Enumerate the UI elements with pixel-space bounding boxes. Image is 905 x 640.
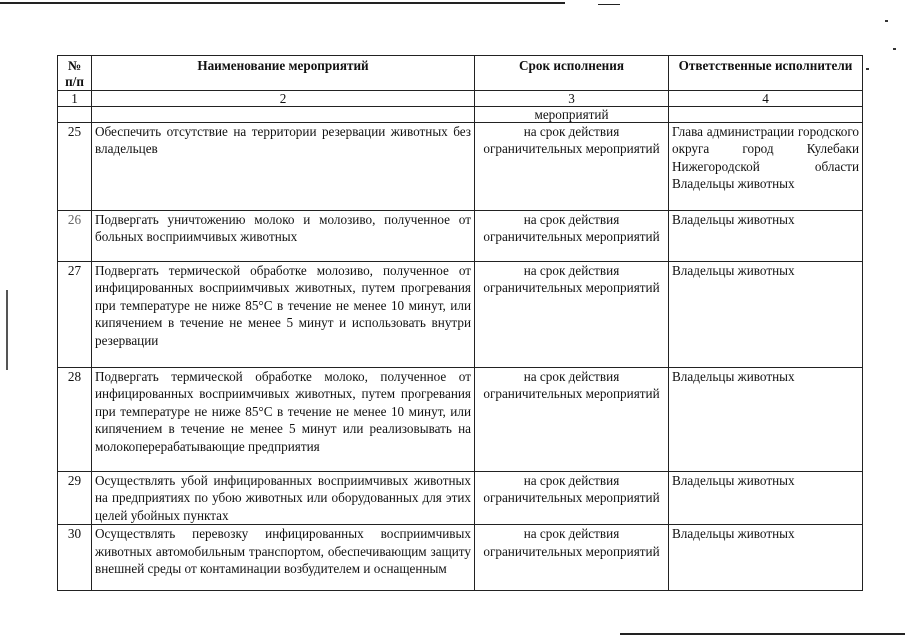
cell-responsible: Владельцы животных — [669, 368, 863, 472]
table-row — [58, 123, 863, 211]
header-number: № п/п — [58, 56, 92, 91]
cell-deadline: на срок действия ограничительных мероприятий — [475, 262, 669, 368]
cell-deadline: мероприятий — [475, 107, 669, 123]
cell-number: 27 — [58, 262, 92, 368]
column-number: 1 — [58, 91, 92, 107]
scan-artifact-dot — [866, 68, 869, 70]
measures-table — [57, 55, 863, 591]
cell-deadline: на срок действия ограничительных мероприятий — [475, 211, 669, 262]
table-row — [58, 211, 863, 262]
cell-measure: Подвергать уничтожению молоко и молозиво, полученное от больных восприимчивых животных — [92, 211, 475, 262]
cell-measure: Осуществлять убой инфицированных восприимчивых животных на предприятиях по убою животных или оборудованных для этих целей убойных пунктах — [92, 472, 475, 525]
cell-measure: Подвергать термической обработке молоко, полученное от инфицированных восприимчивых животных, путем прогревания при температуре не ниже 85°С в течение не менее 10 минут, или кипячением в течение не менее 5 минут или реализовывать на молокоперерабатывающие предприятия — [92, 368, 475, 472]
cell-number — [58, 107, 92, 123]
scan-artifact-dot — [885, 20, 888, 22]
cell-number: 29 — [58, 472, 92, 525]
scan-artifact-left-mark — [6, 290, 8, 370]
continuation-row — [58, 107, 863, 123]
header-deadline: Срок исполнения — [475, 56, 669, 91]
cell-measure: Подвергать термической обработке молозиво, полученное от инфицированных восприимчивых животных, путем прогревания при температуре не ниже 85°С в течение не менее 10 минут, или кипячением в течение не менее 5 минут и использовать внутри резервации — [92, 262, 475, 368]
cell-number: 25 — [58, 123, 92, 211]
cell-responsible — [669, 107, 863, 123]
cell-number: 28 — [58, 368, 92, 472]
cell-responsible: Глава администрации городского округа город Кулебаки Нижегородской области Владельцы животных — [669, 123, 863, 211]
cell-number: 26 — [58, 211, 92, 262]
scan-artifact-bottom-line — [620, 633, 905, 635]
table-header-row — [58, 56, 863, 91]
column-number: 4 — [669, 91, 863, 107]
column-number: 3 — [475, 91, 669, 107]
cell-measure — [92, 107, 475, 123]
cell-deadline: на срок действия ограничительных мероприятий — [475, 472, 669, 525]
cell-deadline: на срок действия ограничительных мероприятий — [475, 123, 669, 211]
scan-artifact-dot — [893, 48, 896, 50]
cell-responsible: Владельцы животных — [669, 472, 863, 525]
header-measure: Наименование мероприятий — [92, 56, 475, 91]
cell-measure: Осуществлять перевозку инфицированных восприимчивых животных автомобильным транспортом, обеспечивающим защиту внешней среды от контаминации возбудителем и оснащенным — [92, 525, 475, 591]
cell-deadline: на срок действия ограничительных мероприятий — [475, 525, 669, 591]
cell-responsible: Владельцы животных — [669, 525, 863, 591]
column-number: 2 — [92, 91, 475, 107]
header-responsible: Ответственные исполнители — [669, 56, 863, 91]
cell-responsible: Владельцы животных — [669, 211, 863, 262]
column-number-row — [58, 91, 863, 107]
scan-artifact-top-line — [0, 2, 565, 4]
cell-number: 30 — [58, 525, 92, 591]
cell-measure: Обеспечить отсутствие на территории резервации животных без владельцев — [92, 123, 475, 211]
cell-responsible: Владельцы животных — [669, 262, 863, 368]
table-row — [58, 262, 863, 368]
scan-artifact-top-line-right — [598, 4, 620, 5]
table-row — [58, 368, 863, 472]
table-row — [58, 525, 863, 591]
table-row — [58, 472, 863, 525]
cell-deadline: на срок действия ограничительных мероприятий — [475, 368, 669, 472]
